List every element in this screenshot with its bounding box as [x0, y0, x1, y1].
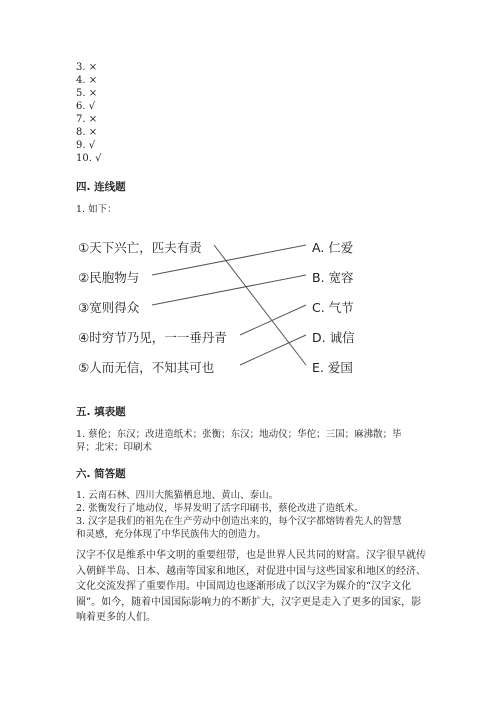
match-left-item-2: ②民胞物与	[78, 270, 140, 285]
answer-item: 9. √	[76, 140, 96, 151]
match-line-5-d	[240, 335, 306, 365]
match-left-item-5: ⑤人而无信，不知其可也	[78, 360, 215, 375]
short-answer-item-3-line-2: 和灵感，充分体现了中华民族伟大的创造力。	[76, 529, 267, 540]
answer-item: 8. ×	[76, 127, 98, 138]
short-answer-item-2: 2. 张衡发行了地动仪，毕昇发明了活字印刷书，蔡伦改进了造纸术。	[76, 503, 364, 514]
match-left-item-1: ①天下兴亡，匹夫有责	[78, 240, 202, 255]
answer-item: 6. √	[76, 101, 96, 112]
match-line-1-e	[214, 245, 306, 365]
match-right-item-a: A. 仁爱	[312, 240, 354, 255]
match-line-3-b	[152, 275, 306, 305]
short-answer-item-1: 1. 云南石林、四川大熊猫栖息地、黄山、泰山。	[76, 490, 279, 501]
match-right-item-b: B. 宽容	[312, 270, 354, 285]
section-heading-fill-table: 五. 填表题	[76, 406, 126, 418]
match-right-item-e: E. 爱国	[312, 360, 353, 375]
match-line-4-c	[240, 305, 306, 335]
short-answer-item-3-line-1: 3. 汉字是我们的祖先在生产劳动中创造出来的，每个汉字都熔铸着先人的智慧	[76, 516, 402, 527]
fill-table-answer-line-1: 1. 蔡伦；东汉；改进造纸术；张衡；东汉；地动仪；华佗；三国；麻沸散；毕	[76, 429, 402, 440]
match-left-item-3: ③宽则得众	[78, 300, 140, 315]
match-line-2-a	[152, 245, 306, 275]
answer-item: 4. ×	[76, 75, 98, 86]
matching-intro: 1. 如下：	[76, 204, 117, 215]
match-right-item-c: C. 气节	[312, 300, 354, 315]
answer-item: 5. ×	[76, 88, 98, 99]
answer-item: 7. ×	[76, 114, 98, 125]
answer-item: 10. √	[76, 153, 102, 164]
fill-table-answer-line-2: 昇；北宋；印刷术	[76, 442, 153, 453]
section-heading-short-answer: 六. 简答题	[76, 468, 126, 480]
answer-item: 3. ×	[76, 62, 98, 73]
section-heading-matching: 四. 连线题	[76, 181, 126, 193]
closing-paragraph: 汉字不仅是维系中华文明的重要纽带，也是世界人民共同的财富。汉字很早就传入朝鲜半岛、日本、越南等国家和地区，对促进中国与这些国家和地区的经济、文化交流发挥了重要作用。中国周边也逐渐形成了以汉字为媒介的“汉字文化圈”。如今，随着中国国际影响力的不断扩大，汉字更是走入了更多的国家，影响着更多的人们。	[76, 550, 426, 623]
match-right-item-d: D. 诚信	[312, 330, 355, 345]
match-left-item-4: ④时穷节乃见，一一垂丹青	[78, 330, 227, 345]
